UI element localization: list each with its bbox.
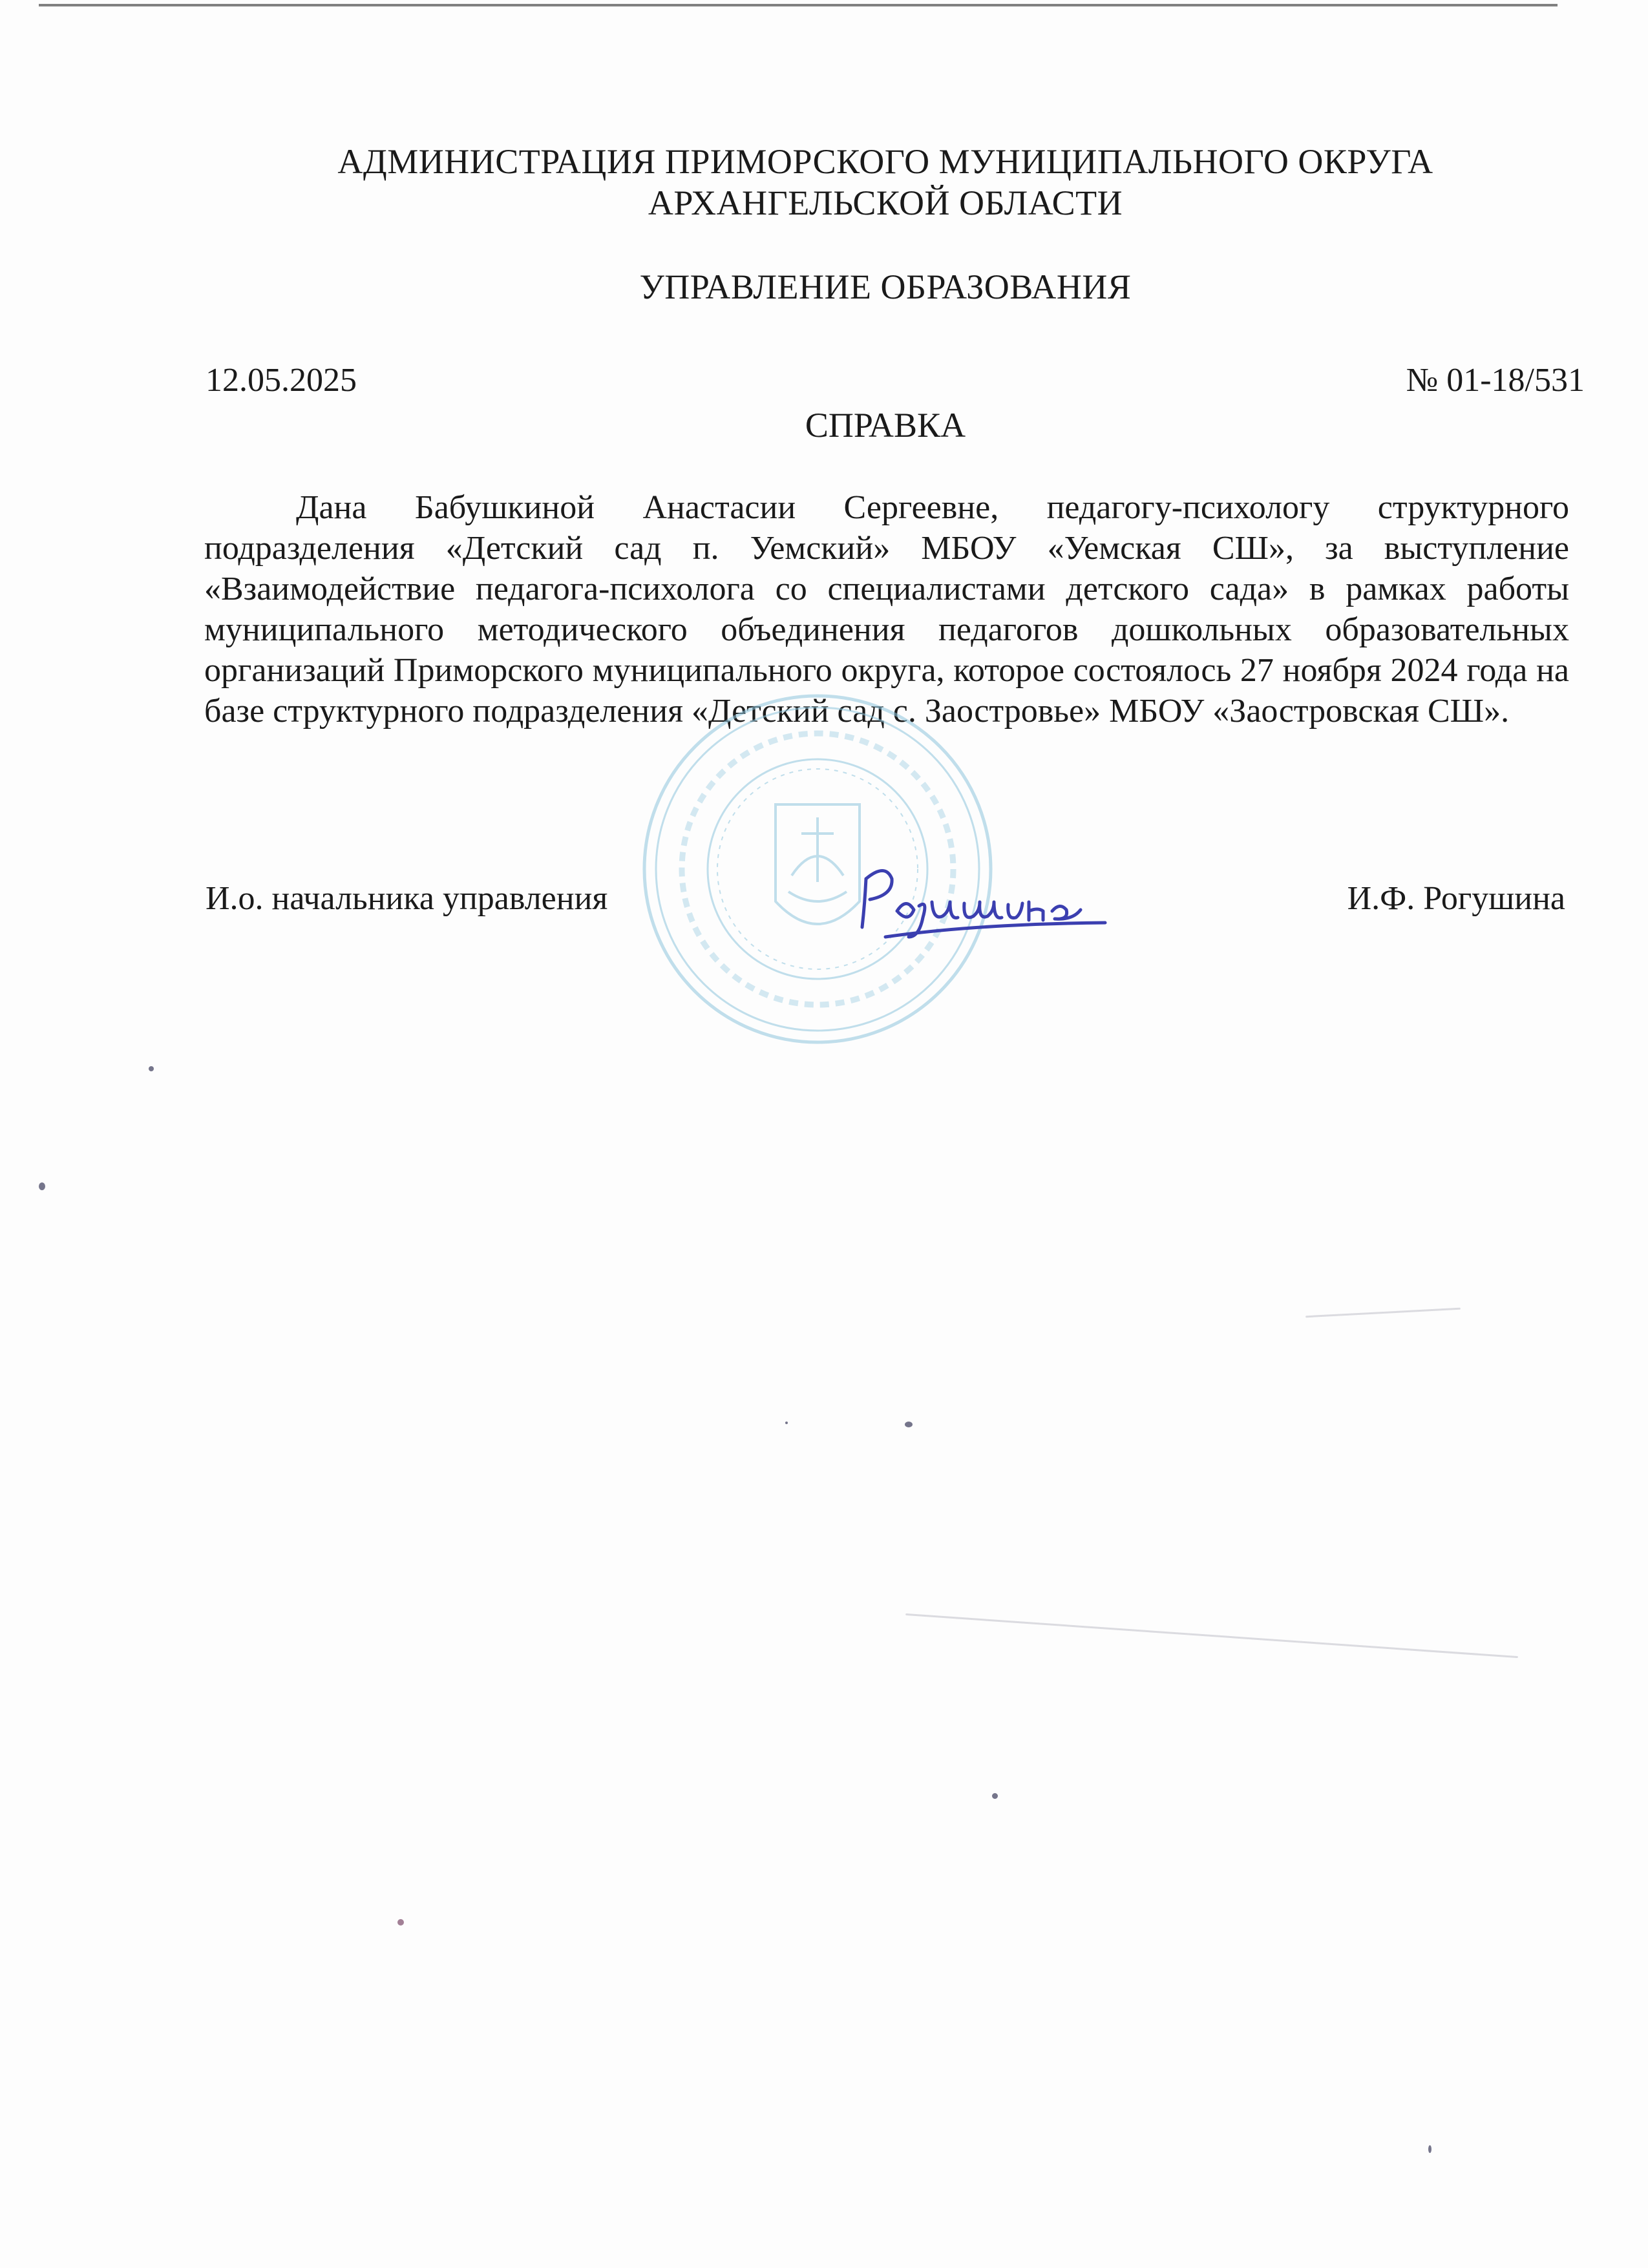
scan-top-edge (39, 4, 1558, 6)
handwritten-signature-icon (847, 840, 1118, 950)
document-title: СПРАВКА (805, 406, 966, 445)
scan-speck (905, 1422, 913, 1427)
header-administration: АДМИНИСТРАЦИЯ ПРИМОРСКОГО МУНИЦИПАЛЬНОГО ОКРУГА (337, 142, 1433, 181)
header-department: УПРАВЛЕНИЕ ОБРАЗОВАНИЯ (639, 268, 1132, 306)
scan-speck (785, 1422, 788, 1424)
scan-speck (397, 1919, 404, 1926)
scan-speck (149, 1066, 154, 1071)
scan-speck (992, 1793, 998, 1799)
document-date: 12.05.2025 (206, 362, 357, 399)
header-region: АРХАНГЕЛЬСКОЙ ОБЛАСТИ (648, 184, 1123, 222)
signer-position: И.о. начальника управления (206, 880, 608, 917)
scan-speck (1428, 2145, 1431, 2153)
scan-speck (39, 1182, 45, 1190)
scan-streak (905, 1613, 1518, 1658)
scan-streak (1305, 1308, 1461, 1318)
signer-name: И.Ф. Рогушина (1347, 880, 1565, 917)
document-body: Дана Бабушкиной Анастасии Сергеевне, педагогу-психологу структурного подразделения «Детский сад п. Уемский» МБОУ «Уемская СШ», за выступление «Взаимодействие педагога-психолога со специалистами детского сада» в рамках работы муниципального методического объединения педагогов дошкольных образовательных организаций Приморского муниципального округа, которое состоялось 27 ноября 2024 года на базе структурного подразделения «Детский сад с. Заостровье» МБОУ «Заостровская СШ». (204, 489, 1569, 730)
document-number: № 01-18/531 (1406, 362, 1585, 399)
